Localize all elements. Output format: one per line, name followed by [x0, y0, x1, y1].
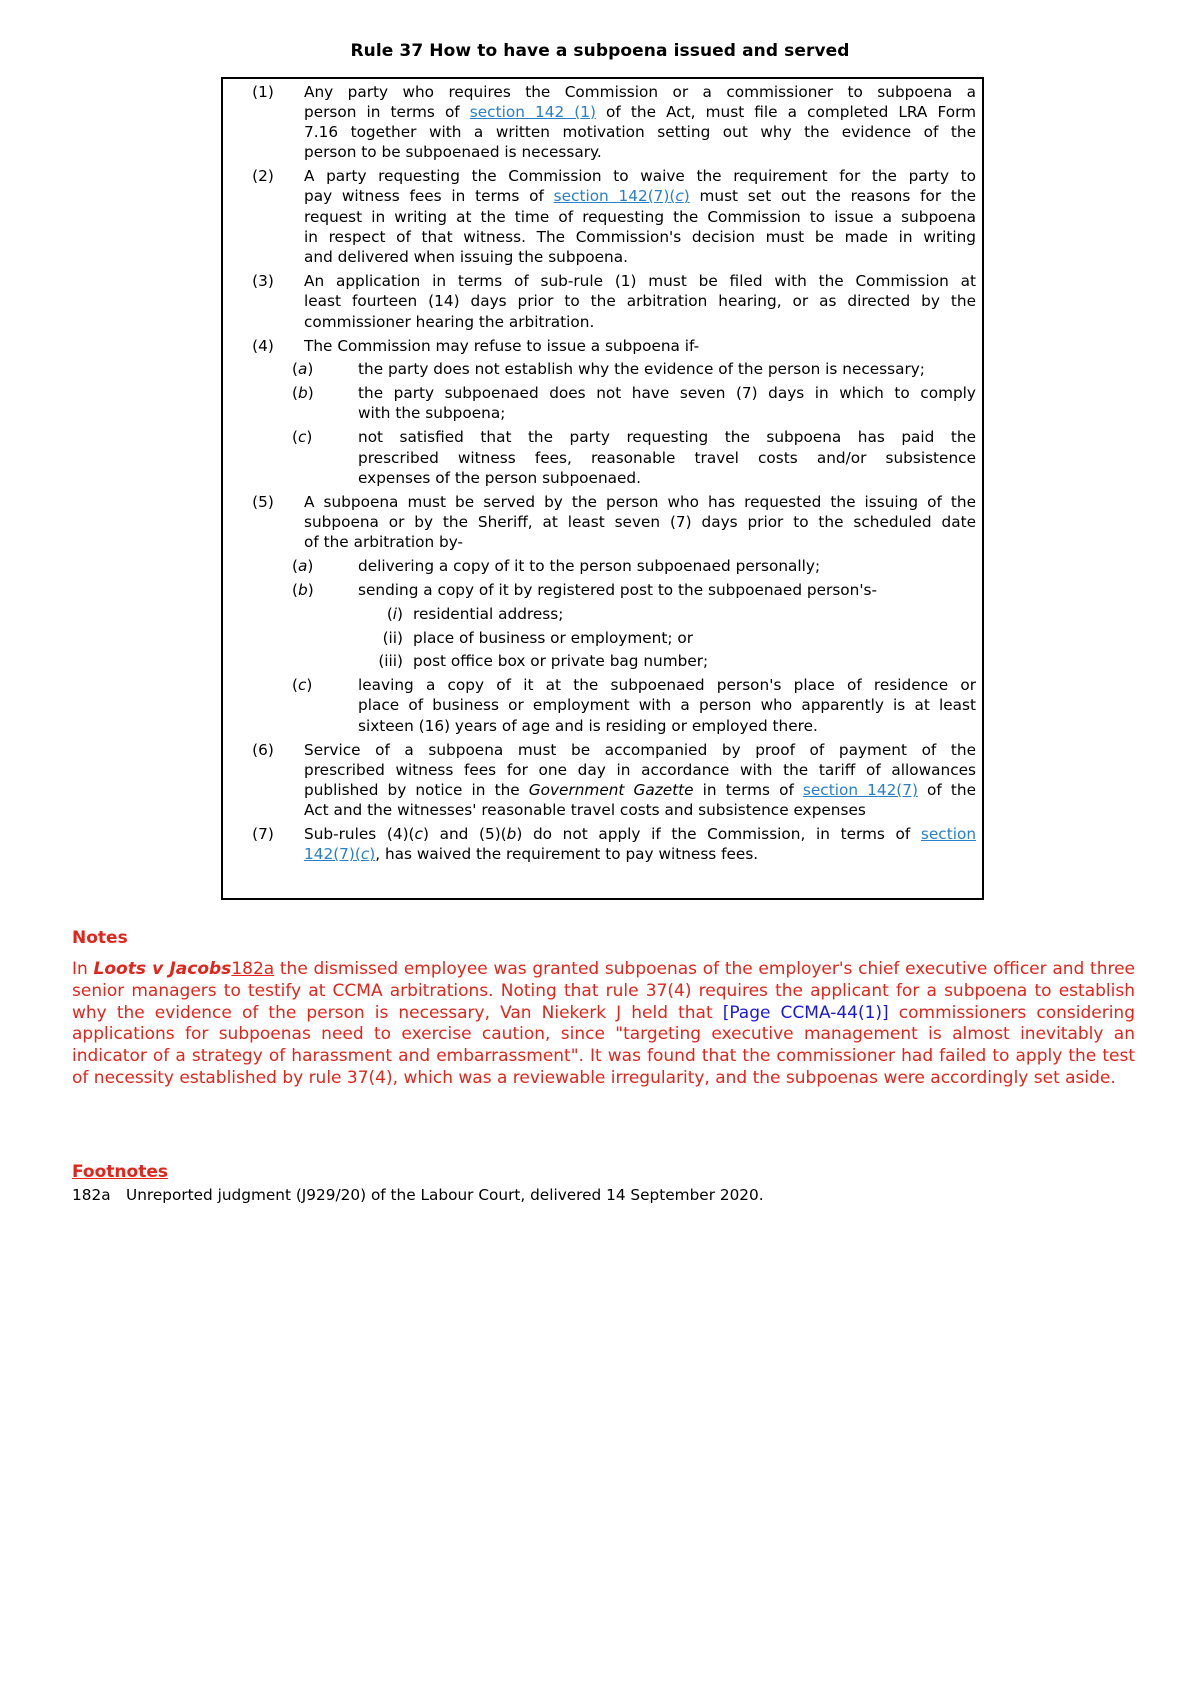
rule-item-line: leaving a copy of it at the subpoenaed person's place of residence or — [358, 676, 976, 695]
rule-item-text — [358, 675, 976, 736]
rule-item-line: sending a copy of it by registered post to the subpoenaed person's- — [358, 580, 878, 599]
rule-item-number: (b) — [292, 580, 314, 599]
rule-item-text — [358, 383, 976, 424]
rule-item-text — [304, 82, 976, 163]
section-link[interactable]: section — [920, 825, 976, 844]
rule-item-text — [304, 740, 976, 821]
notes-paragraph — [72, 959, 1135, 1090]
italic-text: b — [506, 825, 517, 844]
rule-item-line: subpoena or by the Sheriff, at least seven (7) days prior to the scheduled date — [304, 512, 976, 531]
rule-item-line: A subpoena must be served by the person who has requested the issuing of the — [304, 492, 976, 511]
rule-item-line: place of business or employment with a person who apparently is at least — [358, 696, 976, 715]
notes-heading: Notes — [72, 928, 128, 948]
rule-item-text — [304, 492, 976, 553]
rule-item-number: (1) — [252, 82, 274, 101]
rule-item-line: the party does not establish why the evidence of the person is necessary; — [358, 360, 925, 379]
footnotes-heading: Footnotes — [72, 1162, 168, 1182]
rule-item-line: Service of a subpoena must be accompanied by proof of payment of the — [304, 740, 976, 759]
rule-item-text — [358, 556, 976, 576]
rule-item-number: (iii) — [378, 652, 403, 671]
notes-text-1: the dismissed employee was granted subpoenas of the employer's chief executive officer and three senior managers to testify at CCMA arbitrations. Noting that rule 37(4) requires the applicant for a subpoena to establish why the evidence of the person is necessary, Van Niekerk J held that — [72, 959, 1135, 1023]
rule-item-line: 142(7)(c), has waived the requirement to pay witness fees. — [304, 845, 759, 864]
footnote-text: Unreported judgment (J929/20) of the Labour Court, delivered 14 September 2020. — [126, 1186, 764, 1204]
italic-text: c — [414, 825, 423, 844]
rule-item-line: sixteen (16) years of age and is residing or employed there. — [358, 716, 818, 735]
section-link[interactable]: section 142(7) — [802, 781, 918, 800]
rule-item-line: residential address; — [413, 604, 564, 623]
rule-item-number: (b) — [292, 384, 314, 403]
rule-item-number: (7) — [252, 825, 274, 844]
case-name: Loots v Jacobs — [93, 959, 232, 979]
rule-item-line: post office box or private bag number; — [413, 652, 709, 671]
rule-item-line: prescribed witness fees, reasonable travel costs and/or subsistence — [358, 448, 976, 467]
rule-item-number: (a) — [292, 557, 314, 576]
rule-item-line: the party subpoenaed does not have seven (7) days in which to comply — [358, 384, 976, 403]
rule-item-text — [413, 651, 976, 671]
rule-item-line: pay witness fees in terms of section 142(7)(c) must set out the reasons for the — [304, 187, 976, 206]
italic-text: Government Gazette — [528, 781, 694, 800]
footnote-number: 182a — [72, 1186, 111, 1204]
rule-item-number: (ii) — [382, 628, 403, 647]
rule-item-number: (3) — [252, 272, 274, 291]
rule-item-number: (5) — [252, 492, 274, 511]
rule-item-number: (6) — [252, 740, 274, 759]
rule-item-number: (2) — [252, 167, 274, 186]
rule-item-line: expenses of the person subpoenaed. — [358, 468, 641, 487]
rule-item-text — [413, 628, 976, 648]
rule-item-number: (i) — [386, 604, 403, 623]
rule-item-text — [358, 359, 976, 379]
rule-item-text — [358, 427, 976, 488]
rule-item-line: Sub-rules (4)(c) and (5)(b) do not apply if the Commission, in terms of section — [304, 825, 976, 844]
rule-item-number: (c) — [292, 428, 313, 447]
rule-item-line: in respect of that witness. The Commission's decision must be made in writing — [304, 228, 976, 247]
rule-37-box — [221, 77, 984, 900]
rule-item-line: Any party who requires the Commission or a commissioner to subpoena a — [304, 82, 976, 101]
rule-item-line: Act and the witnesses' reasonable travel costs and subsistence expenses — [304, 801, 866, 820]
page-ref-link[interactable]: [Page CCMA-44(1)] — [722, 1002, 889, 1023]
rule-item-line: not satisfied that the party requesting the subpoena has paid the — [358, 428, 976, 447]
rule-item-line: place of business or employment; or — [413, 628, 694, 647]
rule-item-line: commissioner hearing the arbitration. — [304, 312, 595, 331]
rule-item-line: of the arbitration by- — [304, 533, 464, 552]
rule-item-number: (c) — [292, 676, 313, 695]
rule-item-number: (4) — [252, 336, 274, 355]
rule-item-line: The Commission may refuse to issue a subpoena if- — [304, 336, 700, 355]
rule-item-line: least fourteen (14) days prior to the arbitration hearing, or as directed by the — [304, 292, 976, 311]
notes-intro: In — [72, 959, 94, 979]
footnote-ref-link[interactable]: 182a — [231, 959, 275, 979]
section-link[interactable]: section 142 (1) — [469, 102, 596, 121]
rule-item-line: 7.16 together with a written motivation setting out why the evidence of the — [304, 123, 976, 142]
notes-text-2: commissioners considering applications for subpoenas need to exercise caution, since "targeting executive management is almost inevitably an indicator of a strategy of harassment and embarrassment". It was found that the commissioner had failed to apply the test of necessity established by rule 37(4), which was a reviewable irregularity, and the subpoenas were accordingly set aside. — [72, 1002, 1135, 1088]
rule-title: Rule 37 How to have a subpoena issued and served — [350, 41, 850, 61]
section-link[interactable]: 142(7)(c) — [304, 845, 376, 864]
rule-item-line: person in terms of section 142 (1) of the Act, must file a completed LRA Form — [304, 102, 976, 121]
rule-item-line: A party requesting the Commission to waive the requirement for the party to — [304, 167, 976, 186]
rule-item-text — [358, 580, 976, 600]
rule-item-line: delivering a copy of it to the person subpoenaed personally; — [358, 557, 821, 576]
rule-item-number: (a) — [292, 360, 314, 379]
rule-item-text — [304, 824, 976, 865]
section-link[interactable]: section 142(7)(c) — [553, 187, 690, 206]
rule-item-line: published by notice in the Government Gazette in terms of section 142(7) of the — [304, 781, 976, 800]
rule-item-line: An application in terms of sub-rule (1) must be filed with the Commission at — [304, 272, 976, 291]
rule-item-line: request in writing at the time of requesting the Commission to issue a subpoena — [304, 207, 976, 226]
rule-item-text — [413, 604, 976, 624]
rule-item-text — [304, 336, 976, 356]
rule-item-text — [304, 166, 976, 267]
footnote-item — [72, 1186, 764, 1204]
rule-item-line: prescribed witness fees for one day in accordance with the tariff of allowances — [304, 760, 976, 779]
rule-item-line: and delivered when issuing the subpoena. — [304, 248, 628, 267]
rule-item-line: with the subpoena; — [358, 404, 506, 423]
rule-item-line: person to be subpoenaed is necessary. — [304, 143, 602, 162]
rule-item-text — [304, 271, 976, 332]
